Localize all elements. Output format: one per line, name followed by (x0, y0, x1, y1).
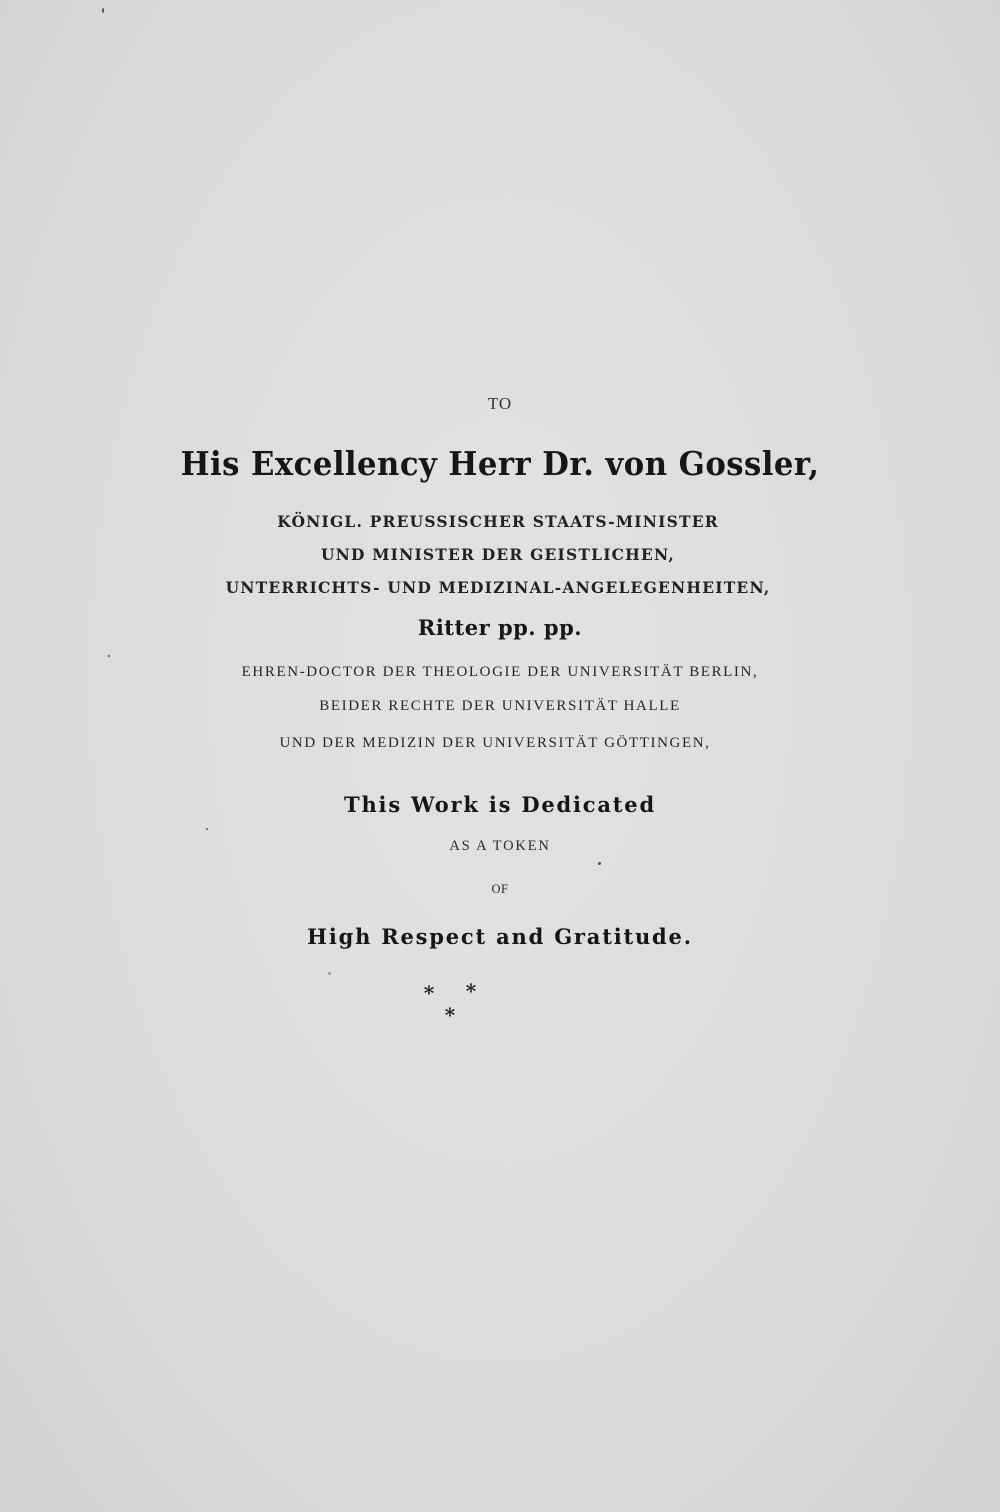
title-line-2: UND MINISTER DER GEISTLICHEN, (320, 545, 676, 564)
asterism-ornament (418, 980, 488, 1026)
dedication-to: TO (487, 394, 513, 413)
paper-speck (206, 828, 208, 830)
respect-line: High Respect and Gratitude. (307, 924, 693, 949)
dedicatee-name: His Excellency Herr Dr. von Gossler, (180, 444, 820, 483)
paper-speck (102, 8, 104, 13)
paper-speck (108, 655, 110, 657)
token-line: AS A TOKEN (449, 838, 551, 854)
ritter-line: Ritter pp. pp. (417, 615, 583, 640)
paper-speck (598, 862, 601, 865)
honor-line-1: EHREN-DOCTOR DER THEOLOGIE DER UNIVERSITÄT BERLIN, (241, 664, 759, 680)
asterism-star-bottom: * (444, 1003, 456, 1026)
honor-line-3: UND DER MEDIZIN DER UNIVERSITÄT GÖTTINGEN, (279, 735, 711, 751)
title-line-1: KÖNIGL. PREUSSISCHER STAATS-MINISTER (277, 512, 719, 531)
dedicated-line: This Work is Dedicated (344, 792, 656, 817)
paper-speck (328, 972, 331, 975)
asterism-star-left: * (423, 981, 435, 1005)
asterism-star-right: * (465, 980, 477, 1003)
of-line: OF (491, 882, 509, 896)
honor-line-2: BEIDER RECHTE DER UNIVERSITÄT HALLE (319, 698, 681, 714)
title-line-3: UNTERRICHTS- UND MEDIZINAL-ANGELEGENHEITEN, (225, 578, 771, 597)
